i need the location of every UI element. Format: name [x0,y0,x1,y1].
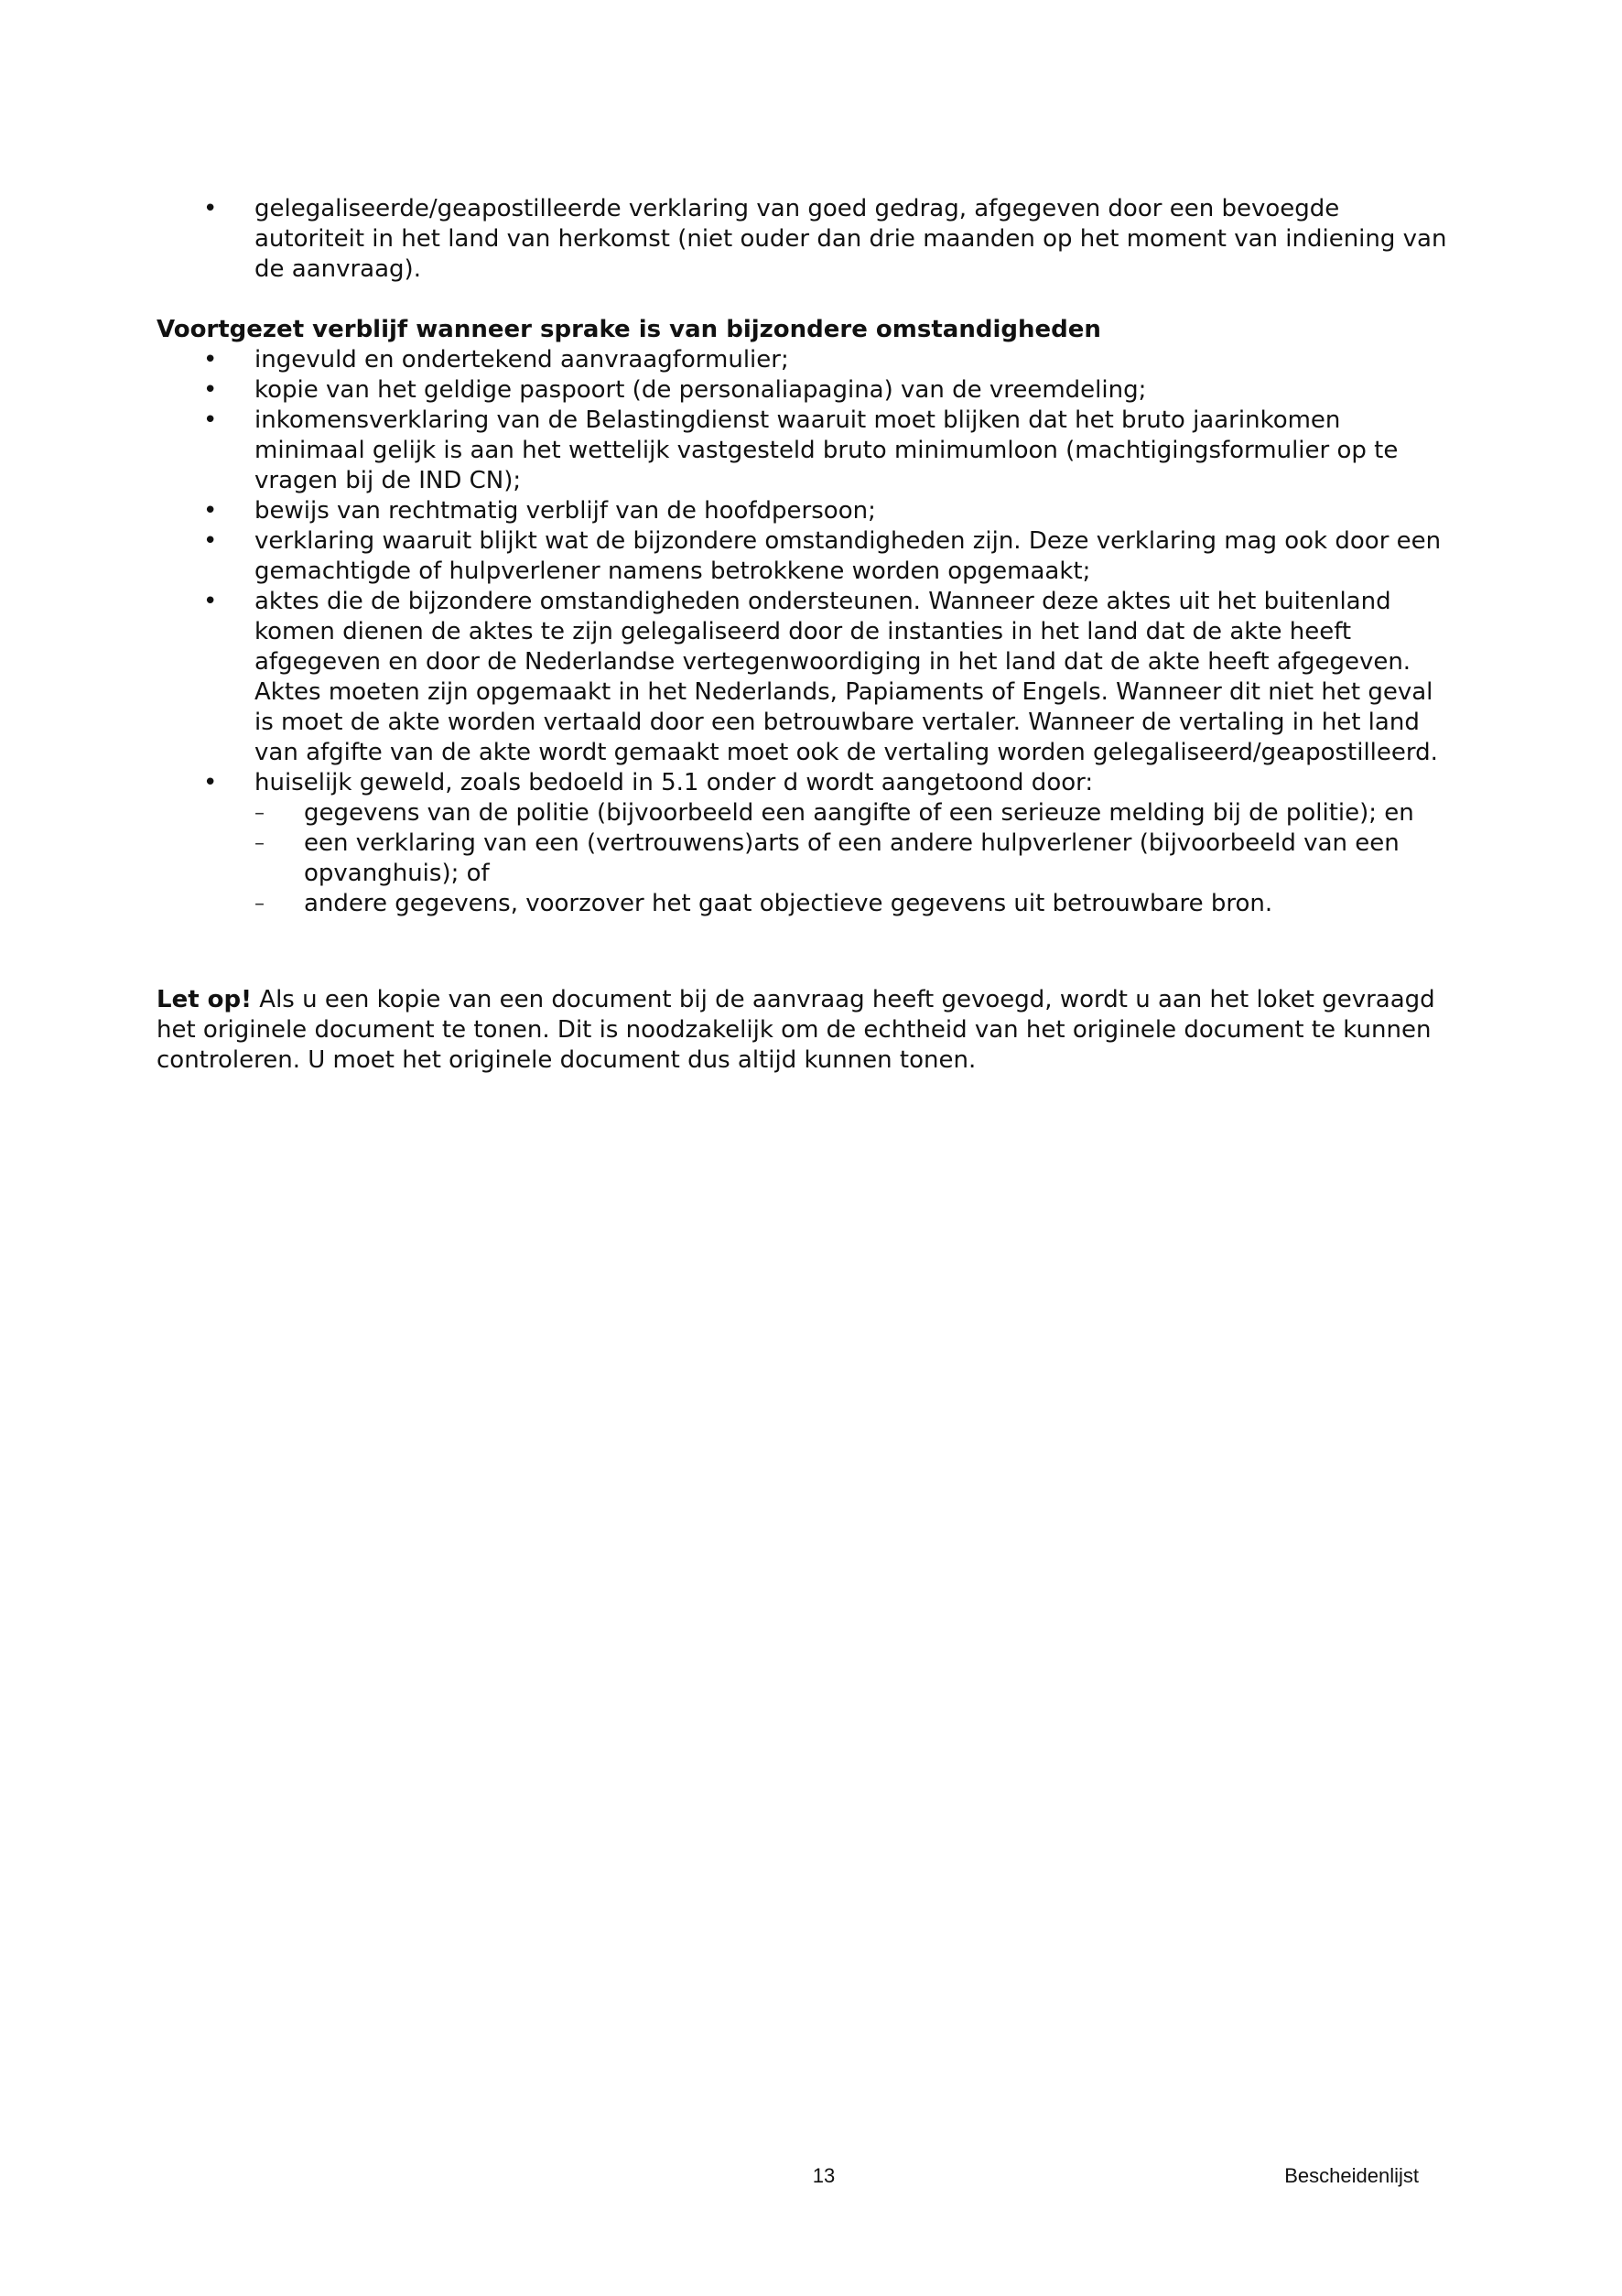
intro-list [157,194,1456,285]
page-number: 13 [812,2164,836,2187]
section-heading: Voortgezet verblijf wanneer sprake is van bijzondere omstandigheden [157,316,1101,343]
list-item-domestic-violence [157,768,1456,919]
sub-list-item: – andere gegevens, voorzover het gaat objectieve gegevens uit betrouwbare bron. [254,889,1456,919]
list-item: • ingevuld en ondertekend aanvraagformulier; [157,345,1456,375]
sub-list [254,798,1456,919]
list-item: • kopie van het geldige paspoort (de personaliapagina) van de vreemdeling; [157,375,1456,406]
sub-list-item: – gegevens van de politie (bijvoorbeeld een aangifte of een serieuze melding bij de politie); en [254,798,1456,829]
list-item: • inkomensverklaring van de Belastingdienst waaruit moet blijken dat het bruto jaarinkomen minimaal gelijk is aan het wettelijk vastgesteld bruto minimumloon (machtigingsformulier op te vragen bij de IND CN); [157,406,1456,496]
sub-list-item: – een verklaring van een (vertrouwens)arts of een andere hulpverlener (bijvoorbeeld van een opvanghuis); of [254,829,1456,889]
requirements-list [157,345,1456,919]
list-item: • gelegaliseerde/geapostilleerde verklaring van goed gedrag, afgegeven door een bevoegde autoriteit in het land van herkomst (niet ouder dan drie maanden op het moment van indiening van de aanvraag). [157,194,1456,285]
footer-document-title: Bescheidenlijst [1284,2164,1419,2187]
list-item-text: huiselijk geweld, zoals bedoeld in 5.1 onder d wordt aangetoond door: [254,769,1094,796]
list-item: • aktes die de bijzondere omstandigheden ondersteunen. Wanneer deze aktes uit het buitenland komen dienen de aktes te zijn gelegaliseerd door de instanties in het land dat de akte heeft afgegeven en door de Nederlandse vertegenwoordiging in het land dat de akte heeft afgegeven. Aktes moeten zijn opgemaakt in het Nederlands, Papiaments of Engels. Wanneer dit niet het geval is moet de akte worden vertaald door een betrouwbare vertaler. Wanneer de vertaling in het land van afgifte van de akte wordt gemaakt moet ook de vertaling worden gelegaliseerd/geapostilleerd. [157,587,1456,768]
page-content [157,194,1456,1076]
note-text: Als u een kopie van een document bij de aanvraag heeft gevoegd, wordt u aan het loket gevraagd het originele document te tonen. Dit is noodzakelijk om de echtheid van het originele document te kunnen controleren. U moet het originele document dus altijd kunnen tonen. [157,986,1435,1074]
note-label: Let op! [157,986,253,1013]
list-item: • verklaring waaruit blijkt wat de bijzondere omstandigheden zijn. Deze verklaring mag ook door een gemachtigde of hulpverlener namens betrokkene worden opgemaakt; [157,526,1456,587]
list-item: • bewijs van rechtmatig verblijf van de hoofdpersoon; [157,496,1456,526]
attention-note [157,985,1456,1076]
